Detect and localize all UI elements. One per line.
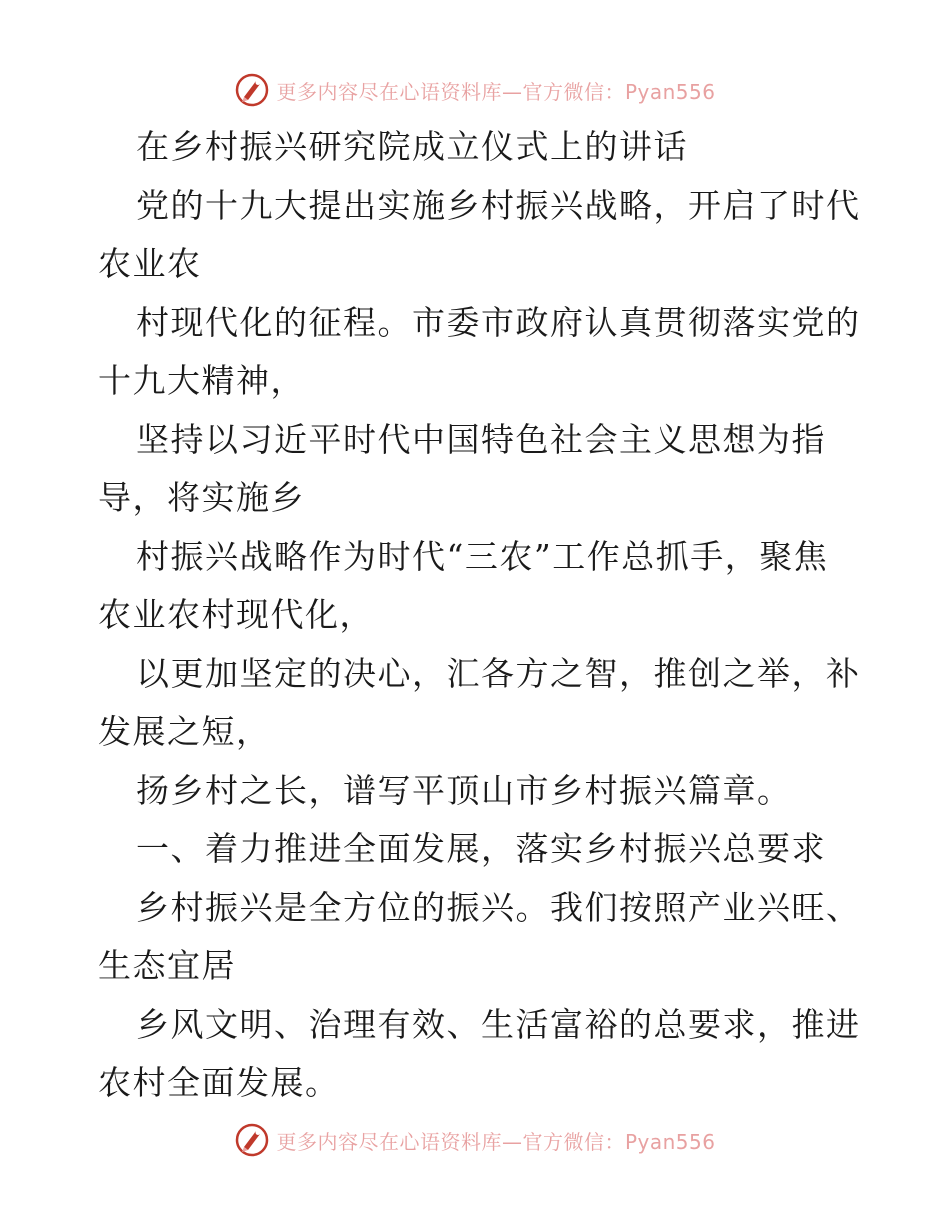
text-line: 乡村振兴是全方位的振兴。我们按照产业兴旺、 xyxy=(136,887,861,927)
text-line: 农业农 xyxy=(98,244,202,283)
watermark-text: 更多内容尽在心语资料库—官方微信：Pyan556 xyxy=(276,79,716,104)
text-line: 党的十九大提出实施乡村振兴战略，开启了时代 xyxy=(136,185,861,225)
document-body xyxy=(98,118,861,1113)
text-line: 在乡村振兴研究院成立仪式上的讲话 xyxy=(136,127,688,166)
text-line: 村现代化的征程。市委市政府认真贯彻落实党的 xyxy=(136,302,861,342)
text-line: 发展之短， xyxy=(98,712,271,751)
header-watermark xyxy=(0,70,950,110)
text-line: 十九大精神， xyxy=(98,361,305,400)
text-line: 扬乡村之长，谱写平顶山市乡村振兴篇章。 xyxy=(136,770,792,810)
pen-logo-icon xyxy=(234,72,270,108)
pen-logo-icon xyxy=(234,1122,270,1158)
text-line: 农村全面发展。 xyxy=(98,1063,340,1102)
text-line: 村振兴战略作为时代“三农”工作总抓手，聚焦 xyxy=(136,536,829,576)
text-line: 一、着力推进全面发展，落实乡村振兴总要求 xyxy=(136,829,826,868)
text-line: 生态宜居 xyxy=(98,946,236,985)
text-line: 导，将实施乡 xyxy=(98,478,305,517)
text-line: 坚持以习近平时代中国特色社会主义思想为指 xyxy=(136,419,826,459)
text-line: 乡风文明、治理有效、生活富裕的总要求，推进 xyxy=(136,1004,861,1044)
text-line: 农业农村现代化， xyxy=(98,595,374,634)
text-line: 以更加坚定的决心，汇各方之智，推创之举，补 xyxy=(136,653,861,693)
watermark-text: 更多内容尽在心语资料库—官方微信：Pyan556 xyxy=(276,1129,716,1154)
footer-watermark xyxy=(0,1120,950,1160)
